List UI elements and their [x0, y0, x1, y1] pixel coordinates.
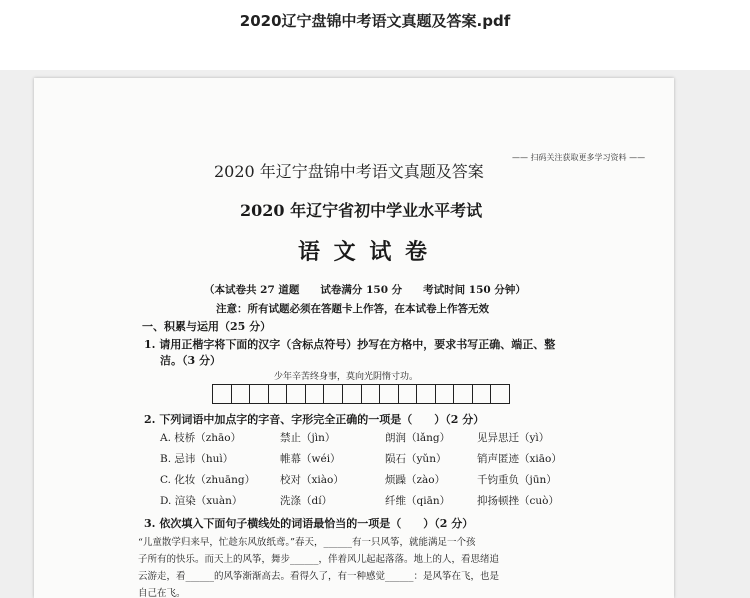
pdf-viewer[interactable] — [0, 70, 750, 598]
question-2-option-d — [160, 493, 577, 508]
grid-cell — [343, 385, 362, 403]
grid-cell — [454, 385, 473, 403]
grid-cell — [250, 385, 269, 403]
title-bar — [0, 0, 750, 70]
option-word: 见异思迁（yì） — [477, 432, 550, 444]
page-header: 2020 年辽宁盘锦中考语文真题及答案 — [214, 162, 484, 181]
option-word: 洗涤（dí） — [280, 495, 333, 507]
option-word: C. 化妆（zhuāng） — [160, 474, 256, 486]
option-word: 纤维（qiān） — [385, 495, 451, 507]
option-word: D. 渲染（xuàn） — [160, 495, 243, 507]
question-2-stem: 2. 下列词语中加点字的字音、字形完全正确的一项是（ ）（2 分） — [144, 413, 485, 426]
option-word: 校对（xiào） — [280, 474, 344, 486]
grid-cell — [380, 385, 399, 403]
option-word: A. 枝桥（zhāo） — [160, 432, 242, 444]
passage-line: 子所有的快乐。而天上的风筝，舞步______，伴着风儿起起落落。地上的人，看思绪追 — [138, 554, 500, 565]
option-word: 抑扬顿挫（cuò） — [477, 495, 559, 507]
grid-cell — [491, 385, 509, 403]
grid-cell — [324, 385, 343, 403]
passage-line: 云游走，看______的风筝渐渐高去。看得久了，有一种感觉______：是风筝在飞，也是 — [138, 571, 500, 582]
option-word: 销声匿迹（xiāo） — [477, 453, 562, 465]
document-title: 2020辽宁盘锦中考语文真题及答案.pdf — [239, 12, 511, 30]
grid-cell — [362, 385, 381, 403]
question-2-option-b — [160, 451, 577, 466]
question-3-stem: 3. 依次填入下面句子横线处的词语最恰当的一项是（ ）（2 分） — [144, 517, 474, 530]
grid-cell — [306, 385, 325, 403]
passage-line: 自己在飞。 — [138, 588, 186, 598]
question-1-poem: 少年辛苦终身事，莫向光阴惰寸功。 — [274, 372, 419, 382]
grid-cell — [287, 385, 306, 403]
exam-title: 2020 年辽宁省初中学业水平考试 — [240, 201, 483, 220]
option-word: 帷幕（wéi） — [280, 453, 341, 465]
grid-cell — [213, 385, 232, 403]
watermark-text: —— 扫码关注获取更多学习资料 —— — [512, 153, 646, 162]
option-word: 千钧重负（jūn） — [477, 474, 557, 486]
option-word: 陨石（yǔn） — [385, 453, 447, 465]
grid-cell — [232, 385, 251, 403]
grid-cell — [436, 385, 455, 403]
question-2-option-a — [160, 430, 577, 445]
writing-grid — [212, 384, 510, 404]
section-title: 一、积累与运用（25 分） — [142, 320, 272, 333]
question-1-line-1: 1. 请用正楷字将下面的汉字（含标点符号）抄写在方格中，要求书写正确、端正、整 — [144, 338, 556, 351]
paper-title: 语 文 试 卷 — [298, 239, 430, 265]
option-word: B. 忌讳（huì） — [160, 453, 234, 465]
grid-cell — [417, 385, 436, 403]
grid-cell — [473, 385, 492, 403]
option-word: 朗润（lǎng） — [385, 432, 451, 444]
question-2-option-c — [160, 472, 577, 487]
pdf-page — [34, 78, 674, 598]
grid-cell — [399, 385, 418, 403]
passage-line: “儿童散学归来早，忙趁东风放纸鸢。”春天，______有一只风筝，就能满足一个孩 — [138, 537, 476, 548]
option-word: 烦躁（zào） — [385, 474, 446, 486]
question-1-line-2: 洁。（3 分） — [160, 354, 221, 367]
option-word: 禁止（jìn） — [280, 432, 336, 444]
notice: 注意：所有试题必须在答题卡上作答，在本试卷上作答无效 — [216, 303, 489, 315]
grid-cell — [269, 385, 288, 403]
exam-info: （本试卷共 27 道题 试卷满分 150 分 考试时间 150 分钟） — [204, 284, 526, 296]
